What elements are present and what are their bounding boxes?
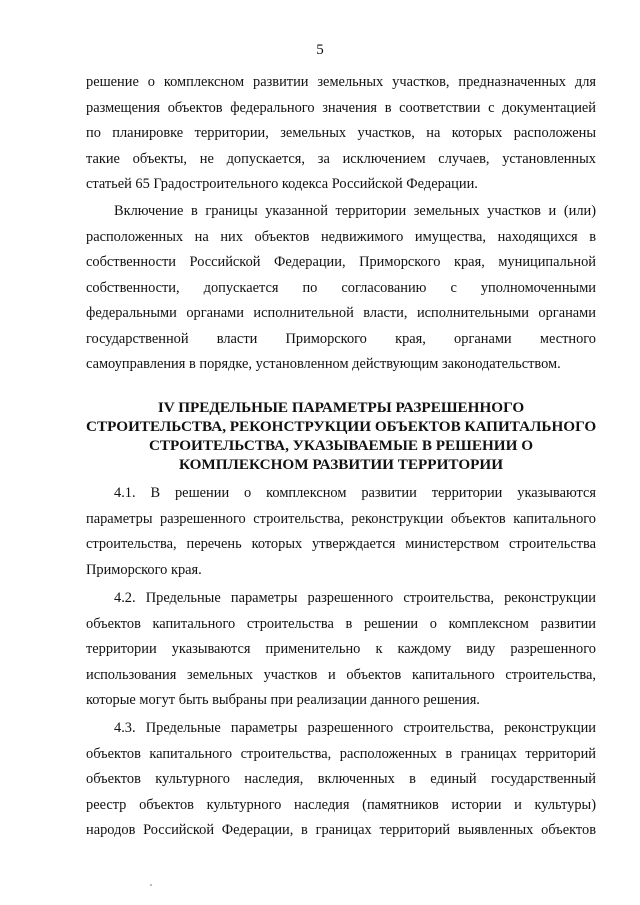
heading-line: СТРОИТЕЛЬСТВА, УКАЗЫВАЕМЫЕ В РЕШЕНИИ О [148, 437, 534, 454]
clause-4-1 [86, 481, 596, 583]
text-line: самоуправления в порядке, установленном действующим законодательством. [86, 356, 561, 372]
paragraph-2 [86, 199, 596, 378]
text-line: которые могут быть выбраны при реализации данного решения. [86, 692, 480, 708]
text-line: использования земельных участков и объектов капитального строительства, [86, 666, 596, 683]
text-line: 4.1. В решении о комплексном развитии территории указываются [114, 485, 596, 501]
text-line: решение о комплексном развитии земельных участков, предназначенных для [86, 74, 596, 90]
heading-line: IV ПРЕДЕЛЬНЫЕ ПАРАМЕТРЫ РАЗРЕШЕННОГО [157, 399, 525, 416]
section-heading [86, 398, 596, 474]
page-number: 5 [316, 42, 324, 58]
text-line: Включение в границы указанной территории земельных участков и (или) [114, 203, 596, 219]
text-line: по планировке территории, земельных участков, на которых расположены [86, 125, 596, 141]
text-line: строительства, перечень которых утверждается министерством строительства [86, 536, 596, 552]
text-line: собственности Российской Федерации, Приморского края, муниципальной [86, 254, 596, 270]
text-line: такие объекты, не допускается, за исключением случаев, установленных [86, 150, 596, 167]
text-line: народов Российской Федерации, в границах территорий выявленных объектов [86, 822, 596, 838]
text-line: Приморского края. [86, 561, 202, 578]
paragraph-1 [86, 70, 596, 198]
text-line: 4.2. Предельные параметры разрешенного строительства, реконструкции [114, 590, 596, 606]
heading-line: СТРОИТЕЛЬСТВА, РЕКОНСТРУКЦИИ ОБЪЕКТОВ КАПИТАЛЬНОГО [86, 418, 597, 435]
text-line: 4.3. Предельные параметры разрешенного строительства, реконструкции [114, 720, 596, 736]
text-line: реестр объектов культурного наследия (памятников истории и культуры) [86, 796, 596, 813]
scan-speck [150, 884, 152, 886]
text-line: объектов капитального строительства, расположенных в границах территорий [86, 745, 596, 762]
clause-4-2 [86, 586, 596, 714]
text-line: территории указываются применительно к каждому виду разрешенного [86, 641, 596, 657]
clause-4-3 [86, 716, 596, 844]
heading-line: КОМПЛЕКСНОМ РАЗВИТИИ ТЕРРИТОРИИ [178, 456, 504, 473]
text-line: государственной власти Приморского края, органами местного [86, 330, 596, 347]
text-line: статьей 65 Градостроительного кодекса Российской Федерации. [86, 176, 478, 192]
text-line: федеральными органами исполнительной власти, исполнительными органами [86, 305, 596, 321]
text-line: параметры разрешенного строительства, реконструкции объектов капитального [86, 510, 596, 527]
text-line: размещения объектов федерального значения в соответствии с документацией [86, 99, 596, 116]
text-line: расположенных на них объектов недвижимого имущества, находящихся в [86, 228, 596, 245]
text-line: объектов культурного наследия, включенных в единый государственный [86, 771, 596, 787]
text-line: собственности, допускается по согласованию с уполномоченными [86, 279, 596, 296]
text-line: объектов капитального строительства в решении о комплексном развитии [86, 615, 596, 632]
